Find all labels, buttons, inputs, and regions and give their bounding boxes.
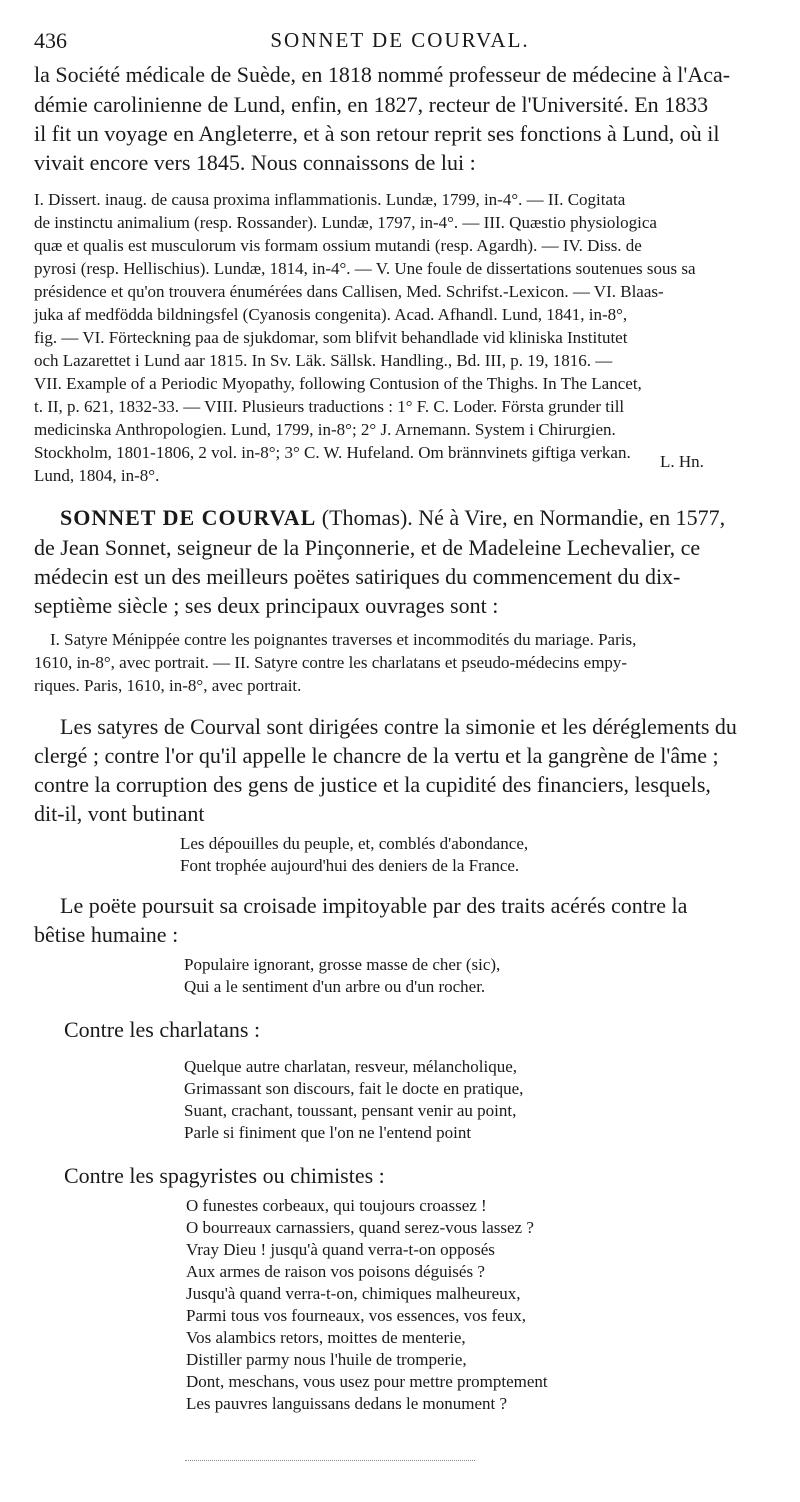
verse-line: Quelque autre charlatan, resveur, mélancholique, <box>184 1057 518 1076</box>
verse-line: Distiller parmy nous l'huile de tromperie, <box>186 1350 467 1369</box>
bibliography-line: Stockholm, 1801-1806, 2 vol. in-8°; 3° C. W. Hufeland. Om brännvinets giftiga verkan. <box>34 443 631 462</box>
verse-line: Aux armes de raison vos poisons déguisés ? <box>186 1262 485 1281</box>
verse-line: Font trophée aujourd'hui des deniers de la France. <box>180 856 520 875</box>
text-line: la Société médicale de Suède, en 1818 nommé professeur de médecine à l'Aca- <box>34 62 731 87</box>
text-line: médecin est un des meilleurs poëtes satiriques du commencement du dix- <box>34 564 681 589</box>
verse-line: Jusqu'à quand verra-t-on, chimiques malheureux, <box>186 1284 521 1303</box>
verse-line: Les pauvres languissans dedans le monument ? <box>186 1394 508 1413</box>
verse-line: Parle si finiment que l'on ne l'entend point <box>184 1123 472 1142</box>
text-line: clergé ; contre l'or qu'il appelle le chancre de la vertu et la gangrène de l'âme ; <box>34 743 719 768</box>
text-line: dit-il, vont butinant <box>34 801 205 826</box>
text-line: de Jean Sonnet, seigneur de la Pinçonnerie, et de Madeleine Lechevalier, ce <box>34 535 701 560</box>
bibliography-line: t. II, p. 621, 1832-33. — VIII. Plusieurs traductions : 1° F. C. Loder. Första grunder till <box>34 397 625 416</box>
verse-line: Populaire ignorant, grosse masse de cher (sic), <box>184 955 501 974</box>
entry-first-line <box>60 505 725 531</box>
bibliography-line: VII. Example of a Periodic Myopathy, following Contusion of the Thighs. In The Lancet, <box>34 374 642 393</box>
text-line: démie carolinienne de Lund, enfin, en 1827, recteur de l'Université. En 1833 <box>34 92 709 117</box>
verse-line: Qui a le sentiment d'un arbre ou d'un rocher. <box>184 977 486 996</box>
text-line: septième siècle ; ses deux principaux ouvrages sont : <box>34 593 499 618</box>
footer-rule <box>185 1460 475 1461</box>
text-line: contre la corruption des gens de justice et la cupidité des financiers, lesquels, <box>34 772 711 797</box>
bibliography-line: riques. Paris, 1610, in-8°, avec portrait. <box>34 676 302 695</box>
verse-line: Grimassant son discours, fait le docte en pratique, <box>184 1079 524 1098</box>
bibliography-line: 1610, in-8°, avec portrait. — II. Satyre contre les charlatans et pseudo-médecins empy- <box>34 653 628 672</box>
bibliography-line: de instinctu animalium (resp. Rossander). Lundæ, 1797, in-4°. — III. Quæstio physiologica <box>34 213 657 232</box>
verse-line: Les dépouilles du peuple, et, comblés d'abondance, <box>180 834 529 853</box>
verse-line: O bourreaux carnassiers, quand serez-vous lassez ? <box>186 1218 534 1237</box>
verse-line: Suant, crachant, toussant, pensant venir au point, <box>184 1101 517 1120</box>
verse-line: Vos alambics retors, moittes de menterie, <box>186 1328 466 1347</box>
page-number: 436 <box>34 28 67 53</box>
verse-line: Vray Dieu ! jusqu'à quand verra-t-on opposés <box>186 1240 495 1259</box>
bibliography-line: juka af medfödda bildningsfel (Cyanosis congenita). Acad. Afhandl. Lund, 1841, in-8°, <box>34 305 628 324</box>
running-title: SONNET DE COURVAL. <box>270 28 530 52</box>
text-line: Le poëte poursuit sa croisade impitoyable par des traits acérés contre la <box>60 893 688 918</box>
bibliography-line: medicinska Anthropologien. Lund, 1799, in-8°; 2° J. Arnemann. System i Chirurgien. <box>34 420 616 439</box>
bibliography-line: fig. — VI. Förteckning paa de sjukdomar, som blifvit behandlade vid kliniska Institutet <box>34 328 628 347</box>
bibliography-line: présidence et qu'on trouvera énumérées dans Callisen, Med. Schrifst.-Lexicon. — VI. Blaas- <box>34 282 664 301</box>
text-line: bêtise humaine : <box>34 922 179 947</box>
bibliography-line: quæ et qualis est musculorum vis formam ossium mutandi (resp. Agardh). — IV. Diss. de <box>34 236 642 255</box>
text-line: vivait encore vers 1845. Nous connaissons de lui : <box>34 150 476 175</box>
verse-line: Parmi tous vos fourneaux, vos essences, vos feux, <box>186 1306 526 1325</box>
section-heading-spagyristes: Contre les spagyristes ou chimistes : <box>64 1163 385 1188</box>
verse-line: Dont, meschans, vous usez pour mettre promptement <box>186 1372 548 1391</box>
bibliography-line: och Lazarettet i Lund aar 1815. In Sv. Läk. Sällsk. Handling., Bd. III, p. 19, 1816. — <box>34 351 613 370</box>
page-header <box>34 28 766 58</box>
text-line: il fit un voyage en Angleterre, et à son retour reprit ses fonctions à Lund, où il <box>34 121 720 146</box>
entry-first-text: (Thomas). Né à Vire, en Normandie, en 1577, <box>316 505 726 530</box>
bibliography-line: pyrosi (resp. Hellischius). Lundæ, 1814, in-4°. — V. Une foule de dissertations soutenues sous sa <box>34 259 696 278</box>
bibliography-line: I. Satyre Ménippée contre les poignantes traverses et incommodités du mariage. Paris, <box>50 630 637 649</box>
section-heading-charlatans: Contre les charlatans : <box>64 1017 261 1042</box>
author-signature: L. Hn. <box>660 452 704 471</box>
bibliography-line: Lund, 1804, in-8°. <box>34 466 160 485</box>
verse-line: O funestes corbeaux, qui toujours croassez ! <box>186 1196 487 1215</box>
text-line: Les satyres de Courval sont dirigées contre la simonie et les déréglements du <box>60 714 737 739</box>
entry-name: SONNET DE COURVAL <box>60 505 317 530</box>
bibliography-line: I. Dissert. inaug. de causa proxima inflammationis. Lundæ, 1799, in-4°. — II. Cogitata <box>34 190 626 209</box>
